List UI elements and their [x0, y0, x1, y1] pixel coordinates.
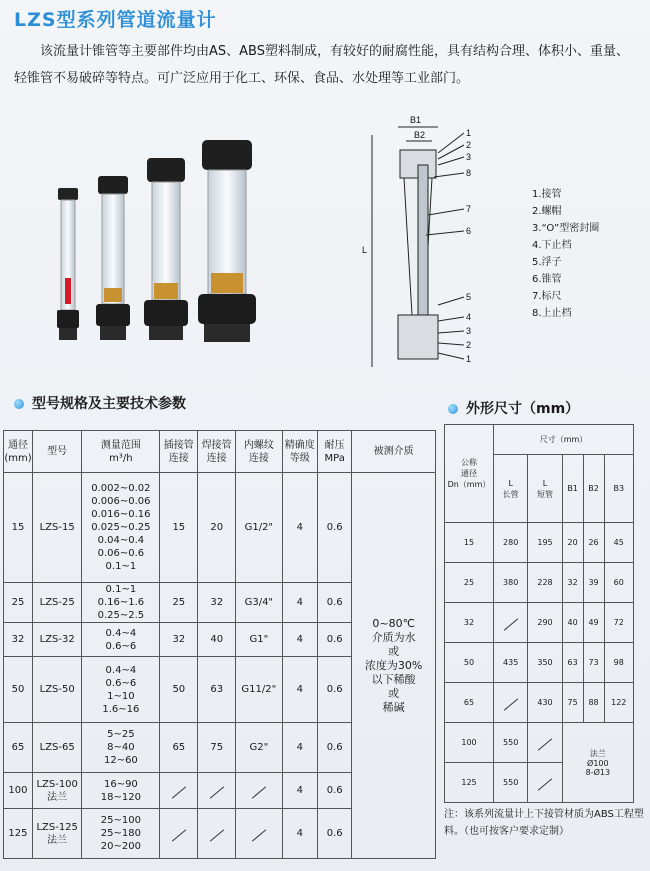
table-cell: 435	[494, 643, 528, 683]
table-cell: 75	[198, 723, 236, 773]
slash-mark	[538, 778, 552, 790]
empty-cell	[494, 683, 528, 723]
table-cell: 63	[198, 657, 236, 723]
page-title: LZS型系列管道流量计	[14, 9, 217, 31]
table-cell: 4	[282, 657, 318, 723]
dimension-table: 公称 通径 Dn（mm） 尺寸（mm） L 长管 L 短管 B1 B2 B3 15 280 195 20 26 45 25 380 228 32 39 60 32 290 40 49 72 50 435 350 63 73 98 65 430 75 88 122 100 550 法兰 Ø100 8-Ø13 125 550	[444, 424, 634, 803]
table-row	[445, 683, 634, 723]
slash-mark	[252, 786, 266, 798]
table-cell: 0.6	[318, 473, 352, 583]
table-cell: 0.6	[318, 583, 352, 623]
table-cell: 25	[445, 563, 494, 603]
svg-text:2: 2	[466, 340, 472, 350]
svg-text:3: 3	[466, 152, 472, 162]
dim-l: L	[362, 245, 368, 255]
dim-b2: B2	[414, 130, 426, 140]
table-cell: 25~100 25~180 20~200	[82, 809, 160, 859]
legend-item: 4.下止档	[532, 240, 572, 251]
section-title-specs: 型号规格及主要技术参数	[14, 393, 186, 413]
table-cell: 25	[4, 583, 33, 623]
table-cell: 195	[528, 523, 562, 563]
table-cell: 0.6	[318, 773, 352, 809]
table-cell: 40	[198, 623, 236, 657]
table-cell: LZS-50	[32, 657, 81, 723]
table-cell: 88	[583, 683, 604, 723]
table-cell: LZS-25	[32, 583, 81, 623]
table-cell: 4	[282, 623, 318, 657]
empty-cell	[494, 603, 528, 643]
slash-mark	[172, 786, 186, 798]
table-cell: 0.6	[318, 723, 352, 773]
table-cell: 0.002~0.02 0.006~0.06 0.016~0.16 0.025~0.25 0.04~0.4 0.06~0.6 0.1~1	[82, 473, 160, 583]
table-cell: 65	[4, 723, 33, 773]
table-cell: 0.6	[318, 809, 352, 859]
table-cell: 65	[160, 723, 198, 773]
spec-table: 通径 (mm) 型号 测量范围 m³/h 插接管 连接 焊接管 连接 内螺纹 连接 精确度 等级 耐压 MPa 被测介质 15 LZS-15 0.002~0.02 0.006~0.06 0.016~0.16 0.025~0.25 0.04~0.4 0.06~0.6 0.1~1 15 20 G1/2" 4 0.6 0~80℃ 介质为水 或 浓度为30% 以下稀酸 或 稀碱 25 LZS-25 0.1~1 0.16~1.6 0.25~2.5 25 32 G3/4" 4 0.6 32 LZS-32 0.4~4 0.6~6 32 40 G1" 4 0.6 50 LZS-50 0.4~4 0.6~6 1~10 1.6~16 50 63 G11/2" 4 0.6 65 LZS-65 5~25 8~40 12~60 65 75 G2" 4 0.6 100 LZS-100 法兰 16~90 18~120 4 0.6 125 LZS-125 法兰 25~100 25~180 20~200 4 0.6	[3, 430, 436, 859]
table-cell: 65	[445, 683, 494, 723]
svg-text:1: 1	[466, 128, 472, 138]
table-cell: 25	[160, 583, 198, 623]
table-cell: 4	[282, 583, 318, 623]
empty-cell	[160, 773, 198, 809]
svg-text:8: 8	[466, 168, 472, 178]
table-row	[445, 523, 634, 563]
legend-item: 1.接管	[532, 189, 562, 200]
table-cell: 125	[4, 809, 33, 859]
table-cell: G1"	[236, 623, 282, 657]
table-cell: LZS-15	[32, 473, 81, 583]
table-cell: 280	[494, 523, 528, 563]
flange-cell: 法兰 Ø100 8-Ø13	[562, 723, 633, 803]
slash-mark	[209, 786, 223, 798]
table-cell: 0.4~4 0.6~6 1~10 1.6~16	[82, 657, 160, 723]
slash-mark	[252, 829, 266, 841]
table-cell: 550	[494, 723, 528, 763]
svg-text:1: 1	[466, 354, 472, 364]
empty-cell	[528, 723, 562, 763]
empty-cell	[528, 763, 562, 803]
table-cell: G1/2"	[236, 473, 282, 583]
table-cell: 32	[562, 563, 583, 603]
legend-item: 2.螺帽	[532, 206, 562, 217]
product-photo	[44, 128, 284, 350]
table-cell: 350	[528, 643, 562, 683]
svg-text:2: 2	[466, 140, 472, 150]
medium-cell: 0~80℃ 介质为水 或 浓度为30% 以下稀酸 或 稀碱	[352, 473, 436, 859]
svg-text:3: 3	[466, 326, 472, 336]
table-cell: 75	[562, 683, 583, 723]
table-cell: LZS-32	[32, 623, 81, 657]
table-cell: LZS-65	[32, 723, 81, 773]
table-cell: 4	[282, 773, 318, 809]
table-cell: LZS-125 法兰	[32, 809, 81, 859]
svg-text:7: 7	[466, 204, 472, 214]
table-cell: 49	[583, 603, 604, 643]
empty-cell	[160, 809, 198, 859]
table-cell: 100	[445, 723, 494, 763]
dim-b1: B1	[410, 115, 422, 125]
table-cell: 16~90 18~120	[82, 773, 160, 809]
legend-item: 5.浮子	[532, 257, 562, 268]
table-cell: 15	[160, 473, 198, 583]
parts-legend	[532, 186, 599, 322]
table-cell: 32	[445, 603, 494, 643]
table-cell: G11/2"	[236, 657, 282, 723]
table-cell: 0.4~4 0.6~6	[82, 623, 160, 657]
table-row	[445, 563, 634, 603]
table-cell: 72	[604, 603, 633, 643]
bullet-icon	[448, 404, 458, 414]
table-cell: 50	[445, 643, 494, 683]
slash-mark	[503, 618, 517, 630]
table-cell: 430	[528, 683, 562, 723]
table-cell: 60	[604, 563, 633, 603]
table-cell: 20	[562, 523, 583, 563]
table-cell: 290	[528, 603, 562, 643]
table-row	[4, 473, 436, 583]
table-row	[445, 643, 634, 683]
table-cell: 100	[4, 773, 33, 809]
slash-mark	[503, 698, 517, 710]
table-cell: 73	[583, 643, 604, 683]
section-title-dimensions: 外形尺寸（mm）	[448, 398, 579, 418]
table-cell: LZS-100 法兰	[32, 773, 81, 809]
empty-cell	[236, 809, 282, 859]
table-cell: 15	[4, 473, 33, 583]
empty-cell	[198, 809, 236, 859]
table-cell: 20	[198, 473, 236, 583]
svg-text:5: 5	[466, 292, 472, 302]
table-cell: G2"	[236, 723, 282, 773]
legend-item: 7.标尺	[532, 291, 562, 302]
table-cell: 32	[198, 583, 236, 623]
svg-text:4: 4	[466, 312, 472, 322]
table-cell: 15	[445, 523, 494, 563]
svg-text:6: 6	[466, 226, 472, 236]
table-cell: 98	[604, 643, 633, 683]
table-cell: 4	[282, 723, 318, 773]
table-cell: 40	[562, 603, 583, 643]
table-cell: 550	[494, 763, 528, 803]
table-cell: 0.6	[318, 623, 352, 657]
table-cell: 32	[4, 623, 33, 657]
table-cell: 122	[604, 683, 633, 723]
table-row	[445, 723, 634, 763]
table-cell: 26	[583, 523, 604, 563]
footnote: 注：该系列流量计上下接管材质为ABS工程塑料。（也可按客户要求定制）	[444, 809, 644, 837]
table-cell: 228	[528, 563, 562, 603]
table-cell: 4	[282, 473, 318, 583]
slash-mark	[538, 738, 552, 750]
table-cell: 32	[160, 623, 198, 657]
intro-paragraph: 该流量计锥管等主要部件均由AS、ABS塑料制成，有较好的耐腐性能，具有结构合理、体积小、重量、轻锥管不易破碎等特点。可广泛应用于化工、环保、食品、水处理等工业部门。	[14, 44, 629, 86]
table-cell: 125	[445, 763, 494, 803]
table-cell: 4	[282, 809, 318, 859]
table-row	[445, 603, 634, 643]
table-cell: 380	[494, 563, 528, 603]
table-cell: 50	[160, 657, 198, 723]
table-cell: 0.6	[318, 657, 352, 723]
legend-item: 8.上止档	[532, 308, 572, 319]
table-cell: 50	[4, 657, 33, 723]
table-cell: 45	[604, 523, 633, 563]
table-cell: 39	[583, 563, 604, 603]
slash-mark	[172, 829, 186, 841]
slash-mark	[209, 829, 223, 841]
empty-cell	[198, 773, 236, 809]
empty-cell	[236, 773, 282, 809]
bullet-icon	[14, 399, 24, 409]
table-cell: 0.1~1 0.16~1.6 0.25~2.5	[82, 583, 160, 623]
table-cell: 63	[562, 643, 583, 683]
table-cell: G3/4"	[236, 583, 282, 623]
legend-item: 3.“O”型密封圈	[532, 223, 600, 234]
legend-item: 6.锥管	[532, 274, 562, 285]
table-cell: 5~25 8~40 12~60	[82, 723, 160, 773]
